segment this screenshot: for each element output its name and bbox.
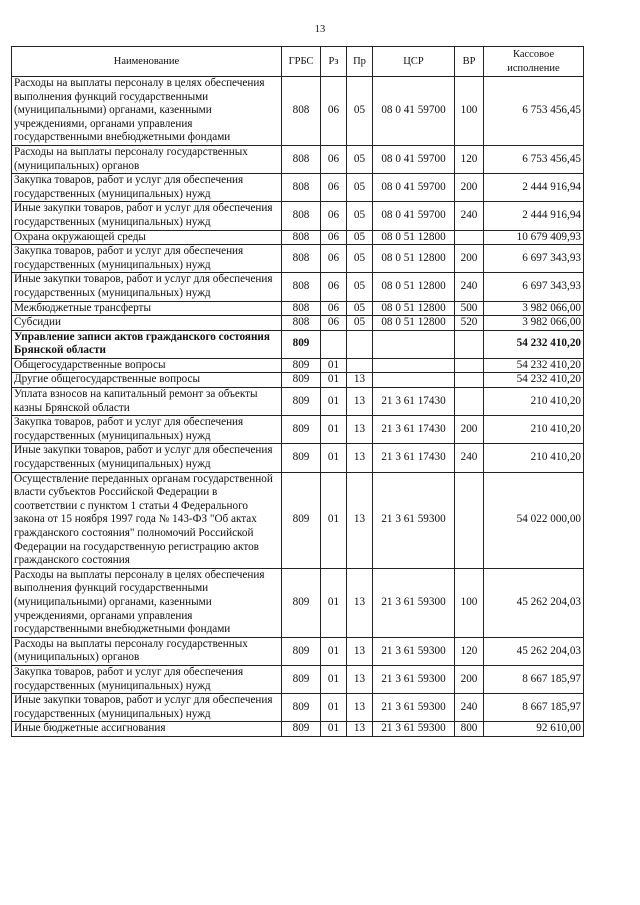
cell-csr: 08 0 51 12800 xyxy=(373,273,455,301)
cell-amount: 54 232 410,20 xyxy=(484,330,584,358)
cell-pr: 05 xyxy=(347,174,373,202)
cell-grbs: 809 xyxy=(282,568,321,637)
cell-grbs: 808 xyxy=(282,273,321,301)
table-row xyxy=(12,388,584,416)
col-header-grbs: ГРБС xyxy=(282,47,321,77)
cell-name: Расходы на выплаты персоналу в целях обеспечения выполнения функций государственными (муниципальными) органами, казенными учреждениями, органами управления государственными внебюджетными фондами xyxy=(12,568,282,637)
cell-vr xyxy=(455,472,484,568)
cell-rz: 01 xyxy=(321,444,347,472)
cell-grbs: 809 xyxy=(282,358,321,373)
cell-csr xyxy=(373,330,455,358)
table-row xyxy=(12,637,584,665)
cell-name: Закупка товаров, работ и услуг для обеспечения государственных (муниципальных) нужд xyxy=(12,245,282,273)
cell-name: Закупка товаров, работ и услуг для обеспечения государственных (муниципальных) нужд xyxy=(12,665,282,693)
cell-name: Субсидии xyxy=(12,316,282,331)
col-header-pr: Пр xyxy=(347,47,373,77)
cell-csr: 21 3 61 59300 xyxy=(373,694,455,722)
cell-name: Иные бюджетные ассигнования xyxy=(12,722,282,737)
cell-rz: 01 xyxy=(321,722,347,737)
cell-grbs: 808 xyxy=(282,145,321,173)
cell-grbs: 808 xyxy=(282,316,321,331)
cell-csr: 21 3 61 17430 xyxy=(373,388,455,416)
cell-pr: 13 xyxy=(347,416,373,444)
cell-rz: 01 xyxy=(321,358,347,373)
cell-csr: 21 3 61 59300 xyxy=(373,637,455,665)
cell-name: Закупка товаров, работ и услуг для обеспечения государственных (муниципальных) нужд xyxy=(12,416,282,444)
cell-amount: 92 610,00 xyxy=(484,722,584,737)
cell-csr: 08 0 41 59700 xyxy=(373,174,455,202)
cell-pr: 05 xyxy=(347,77,373,146)
table-row xyxy=(12,330,584,358)
table-row xyxy=(12,77,584,146)
cell-vr: 240 xyxy=(455,273,484,301)
cell-name: Иные закупки товаров, работ и услуг для обеспечения государственных (муниципальных) нужд xyxy=(12,444,282,472)
cell-amount: 45 262 204,03 xyxy=(484,568,584,637)
cell-csr: 21 3 61 59300 xyxy=(373,722,455,737)
cell-grbs: 809 xyxy=(282,665,321,693)
cell-amount: 6 753 456,45 xyxy=(484,145,584,173)
cell-pr: 13 xyxy=(347,472,373,568)
cell-amount: 6 697 343,93 xyxy=(484,245,584,273)
cell-name: Осуществление переданных органам государственной власти субъектов Российской Федерации в соответствии с пунктом 1 статьи 4 Федерального закона от 15 ноября 1997 года № 143-ФЗ "Об актах гражданского состояния" полномочий Российской Федерации на государственную регистрацию актов гражданского состояния xyxy=(12,472,282,568)
cell-grbs: 809 xyxy=(282,722,321,737)
cell-csr: 21 3 61 17430 xyxy=(373,444,455,472)
cell-vr: 200 xyxy=(455,416,484,444)
cell-name: Другие общегосударственные вопросы xyxy=(12,373,282,388)
cell-vr: 200 xyxy=(455,245,484,273)
cell-vr xyxy=(455,373,484,388)
cell-vr: 200 xyxy=(455,174,484,202)
cell-name: Расходы на выплаты персоналу государственных (муниципальных) органов xyxy=(12,145,282,173)
cell-rz: 06 xyxy=(321,230,347,245)
cell-vr: 200 xyxy=(455,665,484,693)
cell-amount: 8 667 185,97 xyxy=(484,665,584,693)
cell-amount: 6 753 456,45 xyxy=(484,77,584,146)
cell-pr: 05 xyxy=(347,301,373,316)
cell-csr: 08 0 51 12800 xyxy=(373,245,455,273)
cell-rz: 01 xyxy=(321,568,347,637)
cell-csr: 21 3 61 17430 xyxy=(373,416,455,444)
cell-pr: 13 xyxy=(347,665,373,693)
cell-rz: 06 xyxy=(321,145,347,173)
cell-rz: 06 xyxy=(321,273,347,301)
cell-vr: 120 xyxy=(455,637,484,665)
cell-rz: 01 xyxy=(321,637,347,665)
cell-grbs: 809 xyxy=(282,388,321,416)
cell-pr xyxy=(347,330,373,358)
cell-vr xyxy=(455,358,484,373)
cell-pr: 13 xyxy=(347,722,373,737)
cell-grbs: 808 xyxy=(282,301,321,316)
budget-execution-table xyxy=(11,46,584,737)
cell-vr xyxy=(455,230,484,245)
cell-csr: 08 0 41 59700 xyxy=(373,77,455,146)
cell-pr: 13 xyxy=(347,568,373,637)
col-header-name: Наименование xyxy=(12,47,282,77)
cell-rz: 06 xyxy=(321,245,347,273)
cell-amount: 210 410,20 xyxy=(484,416,584,444)
cell-amount: 6 697 343,93 xyxy=(484,273,584,301)
cell-csr: 21 3 61 59300 xyxy=(373,665,455,693)
table-row xyxy=(12,665,584,693)
table-row xyxy=(12,373,584,388)
cell-amount: 8 667 185,97 xyxy=(484,694,584,722)
cell-amount: 10 679 409,93 xyxy=(484,230,584,245)
cell-amount: 210 410,20 xyxy=(484,444,584,472)
table-row xyxy=(12,301,584,316)
table-row xyxy=(12,145,584,173)
cell-pr: 13 xyxy=(347,373,373,388)
cell-csr: 08 0 41 59700 xyxy=(373,145,455,173)
table-row xyxy=(12,230,584,245)
cell-rz: 06 xyxy=(321,77,347,146)
cell-amount: 210 410,20 xyxy=(484,388,584,416)
table-row xyxy=(12,174,584,202)
cell-vr: 240 xyxy=(455,694,484,722)
cell-csr xyxy=(373,358,455,373)
cell-csr: 21 3 61 59300 xyxy=(373,568,455,637)
cell-pr: 05 xyxy=(347,145,373,173)
cell-grbs: 809 xyxy=(282,416,321,444)
cell-amount: 3 982 066,00 xyxy=(484,316,584,331)
cell-pr: 05 xyxy=(347,245,373,273)
cell-pr: 13 xyxy=(347,388,373,416)
cell-name: Общегосударственные вопросы xyxy=(12,358,282,373)
cell-vr: 500 xyxy=(455,301,484,316)
col-header-csr: ЦСР xyxy=(373,47,455,77)
cell-name: Закупка товаров, работ и услуг для обеспечения государственных (муниципальных) нужд xyxy=(12,174,282,202)
table-row xyxy=(12,444,584,472)
cell-pr: 05 xyxy=(347,273,373,301)
cell-amount: 2 444 916,94 xyxy=(484,202,584,230)
cell-vr xyxy=(455,388,484,416)
cell-rz: 06 xyxy=(321,301,347,316)
cell-csr: 08 0 51 12800 xyxy=(373,301,455,316)
cell-grbs: 808 xyxy=(282,202,321,230)
cell-pr: 13 xyxy=(347,637,373,665)
cell-amount: 54 232 410,20 xyxy=(484,373,584,388)
table-row xyxy=(12,472,584,568)
cell-rz xyxy=(321,330,347,358)
cell-rz: 01 xyxy=(321,665,347,693)
cell-vr: 100 xyxy=(455,77,484,146)
table-row xyxy=(12,316,584,331)
cell-csr xyxy=(373,373,455,388)
cell-rz: 06 xyxy=(321,202,347,230)
cell-rz: 01 xyxy=(321,416,347,444)
cell-grbs: 809 xyxy=(282,694,321,722)
cell-rz: 01 xyxy=(321,472,347,568)
cell-rz: 01 xyxy=(321,388,347,416)
table-row xyxy=(12,722,584,737)
header-row xyxy=(12,47,584,77)
cell-name: Расходы на выплаты персоналу государственных (муниципальных) органов xyxy=(12,637,282,665)
cell-grbs: 809 xyxy=(282,444,321,472)
page-number: 13 xyxy=(314,24,326,35)
cell-rz: 06 xyxy=(321,316,347,331)
cell-vr: 520 xyxy=(455,316,484,331)
cell-csr: 08 0 41 59700 xyxy=(373,202,455,230)
cell-pr: 13 xyxy=(347,694,373,722)
cell-grbs: 808 xyxy=(282,77,321,146)
cell-rz: 01 xyxy=(321,694,347,722)
cell-vr: 100 xyxy=(455,568,484,637)
cell-rz: 01 xyxy=(321,373,347,388)
cell-amount: 2 444 916,94 xyxy=(484,174,584,202)
cell-grbs: 808 xyxy=(282,174,321,202)
cell-vr: 240 xyxy=(455,444,484,472)
cell-name: Иные закупки товаров, работ и услуг для обеспечения государственных (муниципальных) нужд xyxy=(12,202,282,230)
cell-grbs: 809 xyxy=(282,637,321,665)
cell-grbs: 809 xyxy=(282,472,321,568)
cell-name: Иные закупки товаров, работ и услуг для обеспечения государственных (муниципальных) нужд xyxy=(12,694,282,722)
table-row xyxy=(12,694,584,722)
cell-name: Управление записи актов гражданского состояния Брянской области xyxy=(12,330,282,358)
table-row xyxy=(12,568,584,637)
col-header-amount: Кассовое исполнение xyxy=(484,47,584,77)
col-header-rz: Рз xyxy=(321,47,347,77)
cell-csr: 08 0 51 12800 xyxy=(373,316,455,331)
cell-amount: 54 232 410,20 xyxy=(484,358,584,373)
cell-name: Межбюджетные трансферты xyxy=(12,301,282,316)
cell-name: Расходы на выплаты персоналу в целях обеспечения выполнения функций государственными (муниципальными) органами, казенными учреждениями, органами управления государственными внебюджетными фондами xyxy=(12,77,282,146)
cell-amount: 45 262 204,03 xyxy=(484,637,584,665)
table-row xyxy=(12,358,584,373)
table-row xyxy=(12,273,584,301)
cell-grbs: 808 xyxy=(282,230,321,245)
cell-grbs: 808 xyxy=(282,245,321,273)
cell-pr: 05 xyxy=(347,202,373,230)
cell-vr: 120 xyxy=(455,145,484,173)
cell-name: Иные закупки товаров, работ и услуг для обеспечения государственных (муниципальных) нужд xyxy=(12,273,282,301)
cell-csr: 08 0 51 12800 xyxy=(373,230,455,245)
table-row xyxy=(12,416,584,444)
cell-pr xyxy=(347,358,373,373)
cell-amount: 54 022 000,00 xyxy=(484,472,584,568)
cell-pr: 05 xyxy=(347,230,373,245)
col-header-vr: ВР xyxy=(455,47,484,77)
cell-csr: 21 3 61 59300 xyxy=(373,472,455,568)
cell-grbs: 809 xyxy=(282,330,321,358)
cell-pr: 13 xyxy=(347,444,373,472)
cell-vr: 800 xyxy=(455,722,484,737)
cell-amount: 3 982 066,00 xyxy=(484,301,584,316)
table-row xyxy=(12,245,584,273)
cell-rz: 06 xyxy=(321,174,347,202)
cell-vr: 240 xyxy=(455,202,484,230)
cell-grbs: 809 xyxy=(282,373,321,388)
table-row xyxy=(12,202,584,230)
cell-pr: 05 xyxy=(347,316,373,331)
cell-name: Охрана окружающей среды xyxy=(12,230,282,245)
cell-vr xyxy=(455,330,484,358)
cell-name: Уплата взносов на капитальный ремонт за объекты казны Брянской области xyxy=(12,388,282,416)
